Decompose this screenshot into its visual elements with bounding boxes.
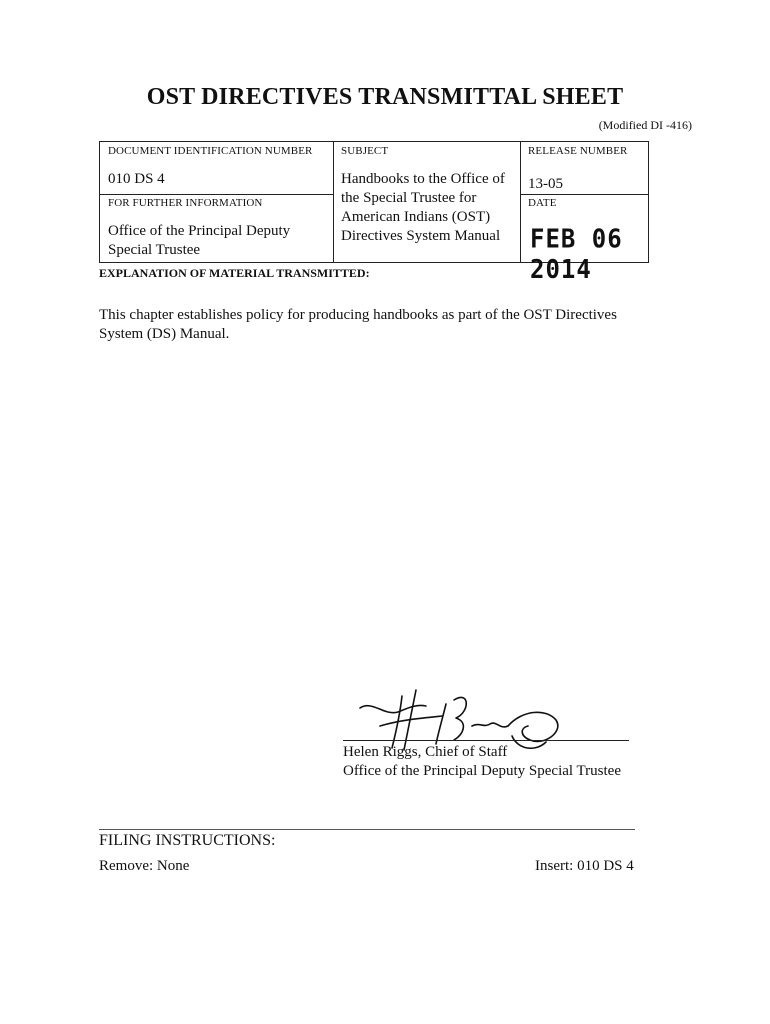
explanation-line: System (DS) Manual. <box>99 326 230 342</box>
signature-stroke <box>436 704 446 744</box>
column-divider <box>520 142 521 262</box>
further-info-line2: Special Trustee <box>108 242 201 258</box>
subject-line4: Directives System Manual <box>341 228 501 244</box>
date-label: DATE <box>528 197 557 209</box>
insert-instruction: Insert: 010 DS 4 <box>535 858 634 874</box>
row-divider <box>100 194 333 195</box>
signature-line <box>343 740 629 741</box>
remove-instruction: Remove: None <box>99 858 190 874</box>
page-title: OST DIRECTIVES TRANSMITTAL SHEET <box>146 84 624 110</box>
doc-id-value: 010 DS 4 <box>108 171 165 187</box>
filing-instructions-heading: FILING INSTRUCTIONS: <box>99 832 276 849</box>
signature-stroke <box>508 712 558 741</box>
signature-stroke <box>360 705 426 712</box>
date-stamp: FEB 06 2014 <box>530 223 623 285</box>
subject-label: SUBJECT <box>341 145 389 157</box>
filing-divider <box>99 829 635 830</box>
subject-line3: American Indians (OST) <box>341 209 491 225</box>
modified-note: (Modified DI -416) <box>598 118 692 132</box>
signature-stroke <box>472 723 508 727</box>
explanation-heading: EXPLANATION OF MATERIAL TRANSMITTED: <box>99 266 370 280</box>
signature-stroke <box>512 736 546 748</box>
signature-stroke <box>454 697 466 740</box>
column-divider <box>333 142 334 262</box>
subject-line2: the Special Trustee for <box>341 190 477 206</box>
signer-name-title: Helen Riggs, Chief of Staff <box>343 744 508 760</box>
explanation-text <box>99 306 659 344</box>
release-number-value: 13-05 <box>528 176 563 192</box>
row-divider <box>520 194 649 195</box>
subject-line1: Handbooks to the Office of <box>341 171 505 187</box>
doc-id-label: DOCUMENT IDENTIFICATION NUMBER <box>108 145 313 157</box>
release-number-label: RELEASE NUMBER <box>528 145 628 157</box>
signer-office: Office of the Principal Deputy Special Trustee <box>343 763 621 779</box>
further-info-label: FOR FURTHER INFORMATION <box>108 197 263 209</box>
further-info-line1: Office of the Principal Deputy <box>108 223 291 239</box>
explanation-line: This chapter establishes policy for producing handbooks as part of the OST Directives <box>99 307 617 323</box>
